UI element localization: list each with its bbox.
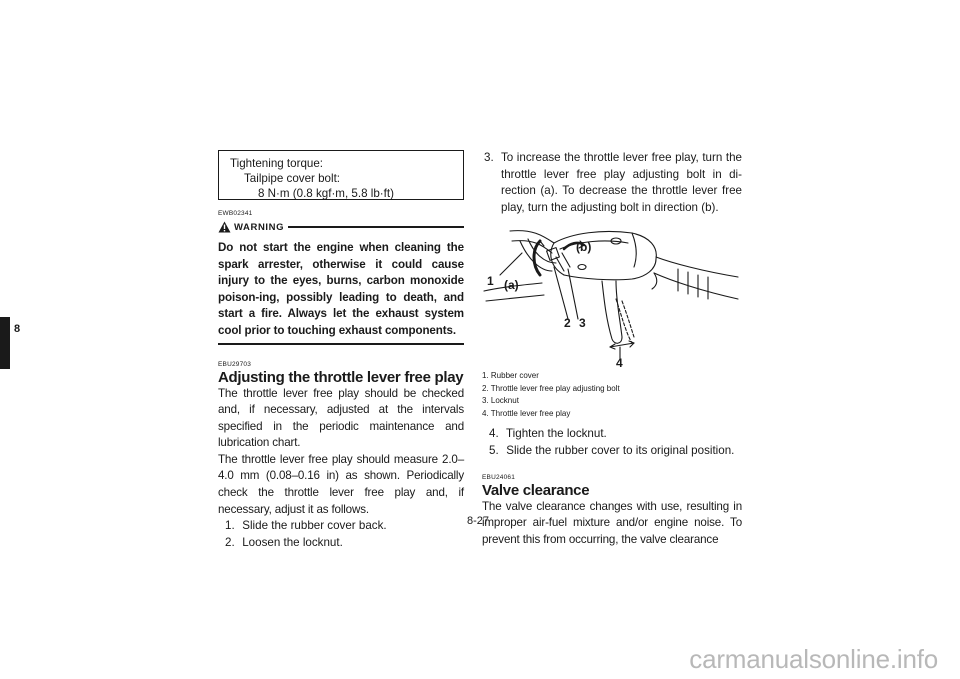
warning-label: WARNING (234, 221, 285, 233)
step-number: 2. (225, 535, 235, 549)
caption-item: 3. Locknut (482, 396, 519, 406)
caption-item: 2. Throttle lever free play adjusting bolt (482, 383, 620, 393)
step-text: To increase the throttle lever free play, turn the throttle lever free play adjusting bolt in di-rection (a). To decrease the throttle lever free play, turn the adjusting bolt in direction (b). (501, 151, 742, 214)
warning-label-block (218, 221, 284, 233)
warning-rule (288, 226, 464, 228)
step-text: Loosen the locknut. (242, 535, 343, 549)
page-number: 8-27 (467, 515, 490, 527)
caption-item: 4. Throttle lever free play (482, 408, 571, 418)
valve-code: EBU24061 (482, 473, 516, 481)
chapter-tab-number: 8 (14, 323, 21, 335)
step-number: 3. (484, 151, 494, 164)
throttle-step-4 (482, 426, 742, 443)
valve-para: The valve clearance changes with use, resulting in improper air-fuel mixture and/or engine noise. To prevent this from occurring, the valve clearance (482, 499, 742, 546)
torque-box (218, 150, 464, 200)
warning-triangle-icon (218, 221, 231, 233)
figure-label-3: 3 (579, 316, 586, 331)
torque-heading: Tightening torque: (230, 157, 324, 170)
step-text: Slide the rubber cover to its original position. (506, 443, 735, 457)
throttle-step-1 (218, 518, 464, 535)
warning-text: Do not start the engine when cleaning the spark arrester, otherwise it could cause injury to the eyes, burns, carbon monoxide poison-ing, possibly leading to death, and start a fire. Always let the exhaust system cool prior to touching exhaust components. (218, 241, 464, 337)
figure-label-b: (b) (576, 240, 592, 255)
step-number: 4. (489, 427, 499, 441)
figure-label-2: 2 (564, 316, 571, 331)
right-column (482, 150, 742, 548)
throttle-step-3 (482, 150, 742, 216)
throttle-step-2 (218, 535, 464, 552)
throttle-code: EBU29703 (218, 360, 252, 368)
figure-label-1: 1 (487, 274, 494, 289)
throttle-figure (482, 219, 740, 369)
throttle-title: Adjusting the throttle lever free play (218, 368, 464, 386)
caption-item: 1. Rubber cover (482, 371, 539, 381)
torque-item: Tailpipe cover bolt: (244, 172, 341, 185)
torque-value: 8 N·m (0.8 kgf·m, 5.8 lb·ft) (258, 187, 394, 200)
step-text: Slide the rubber cover back. (242, 519, 387, 533)
step-text: Tighten the locknut. (506, 427, 607, 441)
valve-title: Valve clearance (482, 481, 590, 499)
step-number: 1. (225, 519, 235, 533)
warning-code: EWB02341 (218, 210, 253, 217)
left-column (218, 150, 464, 551)
warning-header (218, 221, 464, 233)
figure-label-4: 4 (616, 356, 623, 370)
throttle-step-5 (482, 443, 742, 460)
figure-label-a: (a) (504, 278, 519, 293)
watermark: carmanualsonline.info (689, 644, 938, 674)
step-number: 5. (489, 443, 499, 457)
throttle-para-1: The throttle lever free play should be checked and, if necessary, adjusted at the intervals specified in the periodic maintenance and lubrication chart. (218, 386, 464, 450)
figure-captions (482, 370, 742, 420)
chapter-tab (0, 317, 10, 369)
throttle-lever-illustration (482, 219, 740, 369)
throttle-para-2: The throttle lever free play should measure 2.0–4.0 mm (0.08–0.16 in) as shown. Periodically check the throttle lever free play and, if necessary, adjust it as follows. (218, 452, 464, 516)
warning-bottom-rule (218, 343, 464, 345)
